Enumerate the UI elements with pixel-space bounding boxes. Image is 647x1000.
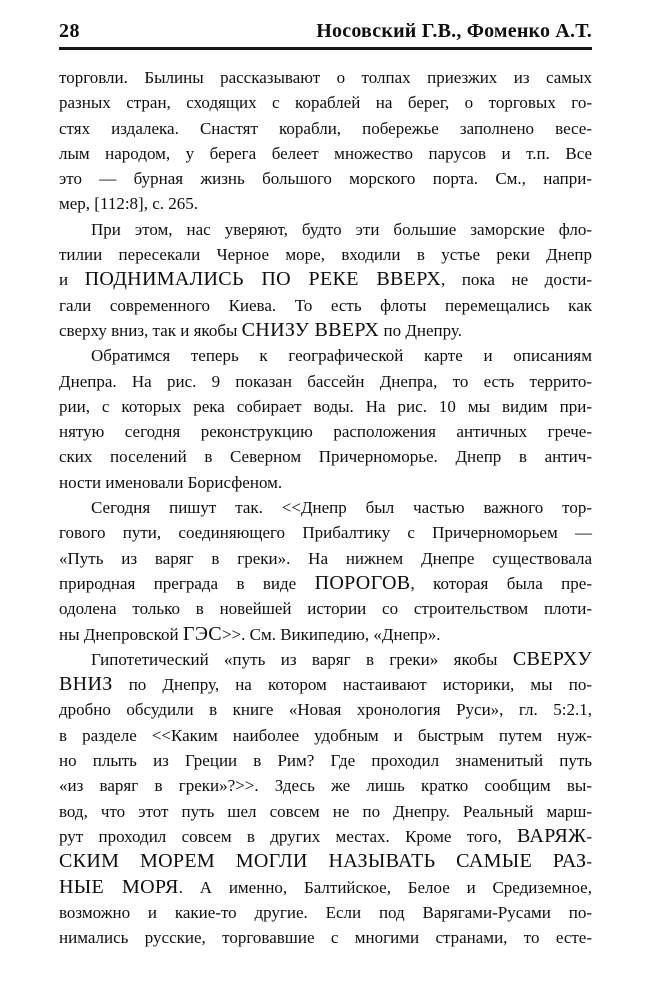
- text-line: стях издалека. Снастят корабли, побережье заполнено весе-: [59, 118, 592, 138]
- content-column: [59, 19, 592, 950]
- paragraph: [59, 647, 592, 951]
- text-line: рии, с которых река собирает воды. На рис. 10 мы видим при-: [59, 396, 592, 416]
- text-line: ских поселений в Северном Причерноморье. Днепр в антич-: [59, 447, 592, 467]
- page-body: [59, 65, 592, 950]
- text-line: ВНИЗ по Днепру, на котором настаивают историки, мы по-: [59, 673, 592, 696]
- text-line: Гипотетический «путь из варяг в греки» якобы СВЕРХУ: [91, 647, 592, 670]
- page-header: [59, 19, 592, 43]
- text-line: рут проходил совсем в других местах. Кроме того, ВАРЯЖ-: [59, 824, 592, 847]
- emphasis-caps: ГЭС: [182, 622, 222, 645]
- text-line: сверху вниз, так и якобы СНИЗУ ВВЕРХ по Днепру.: [59, 318, 462, 341]
- page-number: 28: [59, 20, 80, 42]
- text-line: СКИМ МОРЕМ МОГЛИ НАЗЫВАТЬ САМЫЕ РАЗ-: [59, 850, 592, 873]
- text-line: вод, что этот путь шел совсем не по Днепру. Реальный марш-: [59, 801, 592, 821]
- emphasis-caps: ПОРОГОВ: [314, 571, 411, 594]
- paragraph: [59, 495, 592, 647]
- text-line: в разделе <<Каким наиболее удобным и быстрым путем нуж-: [59, 725, 592, 745]
- text-line: мер, [112:8], с. 265.: [59, 194, 199, 214]
- text-line: но плыть из Греции в Рим? Где проходил знаменитый путь: [59, 751, 592, 771]
- text-line: возможно и какие-то другие. Если под Варягами-Русами по-: [59, 902, 592, 922]
- text-line: ности именовали Борисфеном.: [59, 472, 283, 492]
- text-line: При этом, нас уверяют, будто эти большие заморские фло-: [91, 219, 592, 239]
- text-line: «из варяг в греки»?>>. Здесь же лишь кратко сообщим вы-: [59, 776, 592, 796]
- text-line: Сегодня пишут так. <<Днепр был частью важного тор-: [91, 498, 592, 518]
- text-line: природная преграда в виде ПОРОГОВ, которая была пре-: [59, 571, 592, 594]
- text-line: торговли. Былины рассказывают о толпах приезжих из самых: [59, 68, 592, 87]
- text-line: одолена только в новейшей истории со строительством плоти-: [59, 599, 592, 619]
- emphasis-caps: ВНИЗ: [59, 673, 113, 696]
- text-line: гового пути, соединяющего Прибалтику с Причерноморьем —: [59, 523, 592, 543]
- text-line: и ПОДНИМАЛИСЬ ПО РЕКЕ ВВЕРХ, пока не дости-: [59, 268, 592, 291]
- text-line: НЫЕ МОРЯ. А именно, Балтийское, Белое и Средиземное,: [59, 875, 592, 898]
- paragraph: [59, 65, 592, 217]
- text-line: Днепра. На рис. 9 показан бассейн Днепра, то есть террито-: [59, 371, 592, 391]
- text-line: дробно обсудили в книге «Новая хронология Руси», гл. 5:2.1,: [59, 700, 592, 720]
- emphasis-caps: СВЕРХУ: [512, 647, 592, 670]
- running-title: Носовский Г.В., Фоменко А.Т.: [316, 20, 592, 42]
- text-line: лым народом, у берега белеет множество парусов и т.п. Все: [59, 143, 592, 163]
- paragraph: [59, 217, 592, 343]
- text-line: нимались русские, торговавшие с многими странами, то есте-: [59, 928, 592, 948]
- text-line: Обратимся теперь к географической карте и описаниям: [91, 346, 592, 366]
- emphasis-caps: НЫЕ МОРЯ: [59, 875, 179, 898]
- emphasis-caps: СКИМ МОРЕМ МОГЛИ НАЗЫВАТЬ САМЫЕ РАЗ: [59, 850, 587, 873]
- text-line: нятую сегодня реконструкцию расположения античных грече-: [59, 422, 592, 442]
- text-line: гали современного Киева. То есть флоты перемещались как: [59, 295, 592, 315]
- emphasis-caps: СНИЗУ ВВЕРХ: [241, 318, 380, 341]
- text-line: тилии пересекали Черное море, входили в устье реки Днепр: [59, 245, 592, 265]
- header-rule: [59, 47, 592, 50]
- paragraph: [59, 343, 592, 495]
- text-line: «Путь из варяг в греки». На нижнем Днепре существовала: [59, 548, 592, 568]
- text-line: разных стран, сходящих с кораблей на берег, о торговых го-: [59, 93, 592, 113]
- text-line: ны Днепровской ГЭС>>. См. Википедию, «Днепр».: [59, 622, 441, 645]
- text-line: это — бурная жизнь большого морского порта. См., напри-: [59, 169, 592, 189]
- emphasis-caps: ПОДНИМАЛИСЬ ПО РЕКЕ ВВЕРХ: [84, 268, 442, 291]
- emphasis-caps: ВАРЯЖ: [517, 824, 587, 847]
